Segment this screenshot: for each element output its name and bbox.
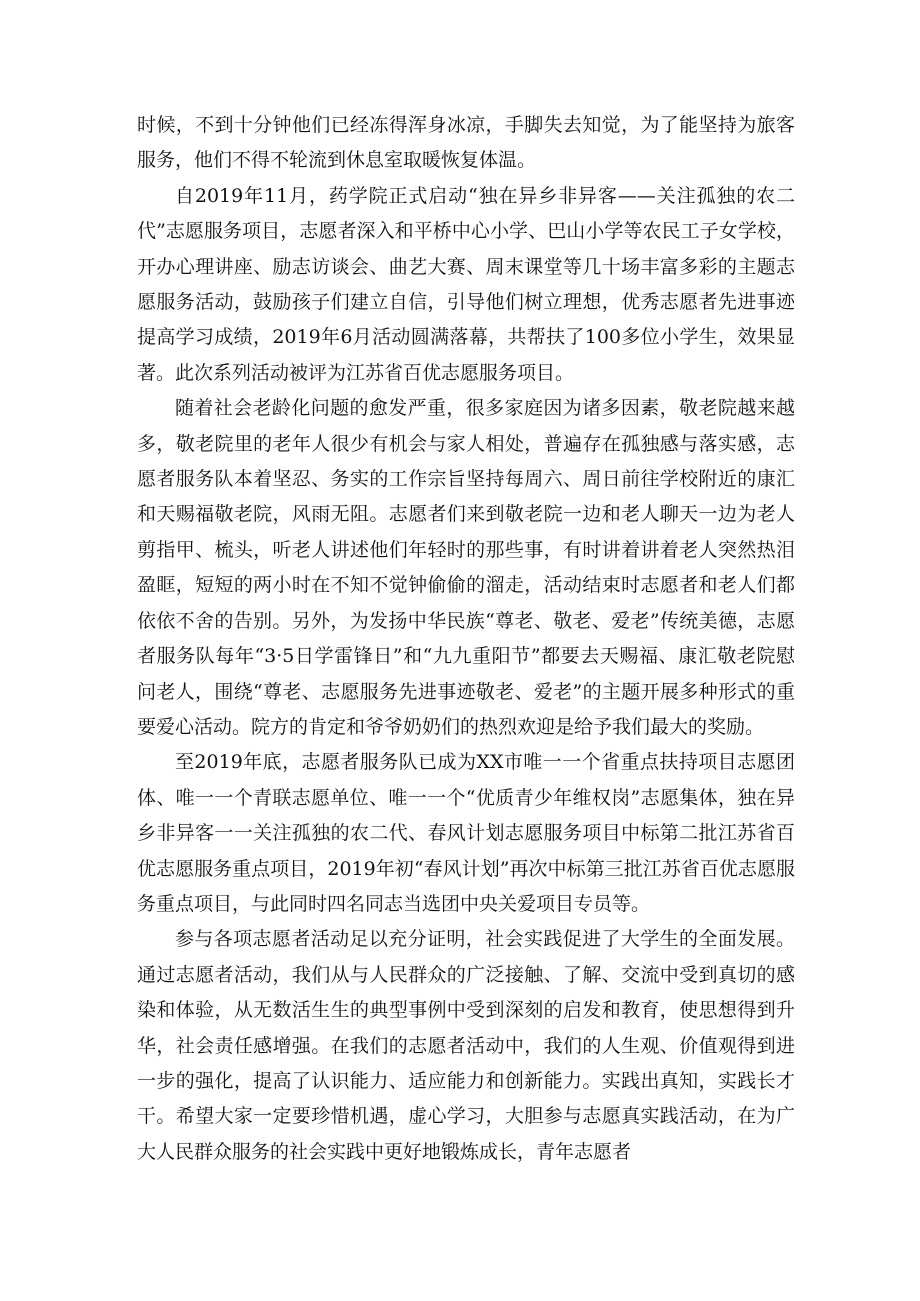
document-page: [137, 108, 795, 1170]
paragraph-4: 至2019年底，志愿者服务队已成为XX市唯一一个省重点扶持项目志愿团体、唯一一个青联志愿单位、唯一一个“优质青少年维权岗”志愿集体，独在异乡非异客一一关注孤独的农二代、春风计划志愿服务项目中标第二批江苏省百优志愿服务重点项目，2019年初“春风计划”再次中标第三批江苏省百优志愿服务重点项目，与此同时四名同志当选团中央关爱项目专员等。: [137, 751, 795, 915]
paragraph-1: 时候，不到十分钟他们已经冻得浑身冰凉，手脚失去知觉，为了能坚持为旅客服务，他们不得不轮流到休息室取暖恢复体温。: [137, 114, 795, 172]
paragraph-3: 随着社会老龄化问题的愈发严重，很多家庭因为诸多因素，敬老院越来越多，敬老院里的老年人很少有机会与家人相处，普遍存在孤独感与落实感，志愿者服务队本着坚忍、务实的工作宗旨坚持每周六、周日前往学校附近的康汇和天赐福敬老院，风雨无阻。志愿者们来到敬老院一边和老人聊天一边为老人剪指甲、梳头，听老人讲述他们年轻时的那些事，有时讲着讲着老人突然热泪盈眶，短短的两小时在不知不觉钟偷偷的溜走，活动结束时志愿者和老人们都依依不舍的告别。另外，为发扬中华民族“尊老、敬老、爱老”传统美德，志愿者服务队每年“3·5日学雷锋日”和“九九重阳节”都要去天赐福、康汇敬老院慰问老人，围绕“尊老、志愿服务先进事迹敬老、爱老”的主题开展多种形式的重要爱心活动。院方的肯定和爷爷奶奶们的热烈欢迎是给予我们最大的奖励。: [137, 397, 795, 738]
paragraph-5: 参与各项志愿者活动足以充分证明，社会实践促进了大学生的全面发展。通过志愿者活动，我们从与人民群众的广泛接触、了解、交流中受到真切的感染和体验，从无数活生生的典型事例中受到深刻的启发和教育，使思想得到升华，社会责任感增强。在我们的志愿者活动中，我们的人生观、价值观得到进一步的强化，提高了认识能力、适应能力和创新能力。实践出真知，实践长才干。希望大家一定要珍惜机遇，虚心学习，大胆参与志愿真实践活动，在为广大人民群众服务的社会实践中更好地锻炼成长，青年志愿者: [137, 928, 795, 1163]
paragraph-2: 自2019年11月，药学院正式启动“独在异乡非异客——关注孤独的农二代”志愿服务项目，志愿者深入和平桥中心小学、巴山小学等农民工子女学校，开办心理讲座、励志访谈会、曲艺大赛、周末课堂等几十场丰富多彩的主题志愿服务活动，鼓励孩子们建立自信，引导他们树立理想，优秀志愿者先进事迹提高学习成绩，2019年6月活动圆满落幕，共帮扶了100多位小学生，效果显著。此次系列活动被评为江苏省百优志愿服务项目。: [137, 184, 795, 384]
